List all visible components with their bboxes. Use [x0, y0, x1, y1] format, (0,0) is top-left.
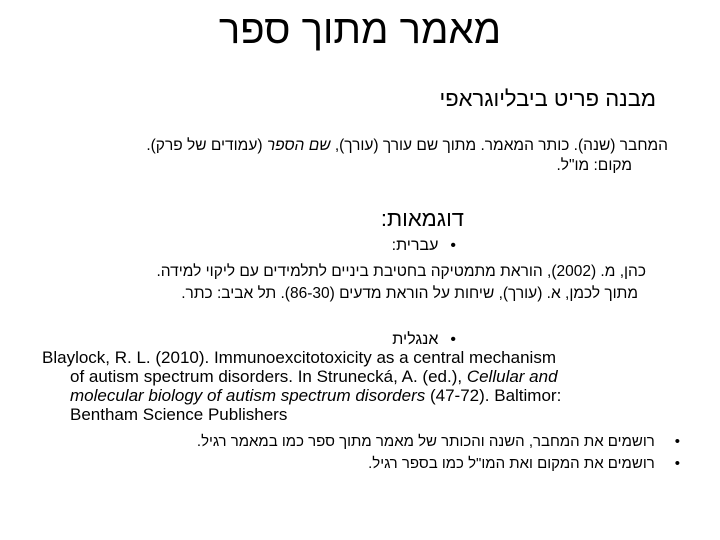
english-reference-line: Blaylock, R. L. (2010). Immunoexcitotoxicity as a central mechanism [42, 348, 556, 367]
english-reference-line: Bentham Science Publishers [70, 405, 288, 424]
english-example-label [392, 330, 456, 349]
examples-heading: דוגמאות: [380, 206, 464, 231]
bullet-icon: • [674, 455, 680, 472]
bullet-icon: • [674, 433, 680, 450]
english-label-text: אנגלית [392, 331, 439, 348]
note-item [197, 433, 680, 451]
hebrew-label-text: עברית: [391, 237, 439, 254]
structure-pages-text: (עמודים של פרק). [146, 137, 267, 154]
note-text: רושמים את המקום ואת המו"ל כמו בספר רגיל. [368, 455, 655, 472]
structure-plain-text: המחבר (שנה). כותר המאמר. מתוך שם עורך (עורך), [330, 137, 668, 154]
english-book-title: molecular biology of autism spectrum disorders [70, 386, 426, 405]
english-reference-line [42, 386, 672, 405]
hebrew-reference-line: כהן, מ. (2002), הוראת מתמטיקה בחטיבת ביניים לתלמידים עם ליקוי למידה. [156, 263, 646, 280]
slide-title: מאמר מתוך ספר [218, 8, 502, 52]
english-reference-text: (47-72). Baltimor: [425, 386, 562, 405]
english-reference-text: of autism spectrum disorders. In Strunecká, A. (ed.), [70, 367, 467, 386]
hebrew-example-label [392, 236, 456, 255]
citation-structure-line [146, 137, 668, 155]
structure-heading: מבנה פריט ביבליוגראפי [439, 86, 656, 111]
hebrew-reference-line: מתוך לכמן, א. (עורך), שיחות על הוראת מדעים (86-30). תל אביב: כתר. [181, 285, 638, 302]
english-reference-line [42, 367, 672, 386]
english-reference [42, 348, 672, 424]
bullet-icon: • [450, 331, 456, 348]
citation-structure-place-line: מקום: מו"ל. [556, 157, 632, 174]
english-book-title: Cellular and [466, 367, 558, 386]
structure-book-title-placeholder: שם הספר [266, 137, 331, 154]
note-item [368, 455, 680, 473]
bullet-icon: • [450, 237, 456, 254]
note-text: רושמים את המחבר, השנה והכותר של מאמר מתוך ספר כמו במאמר רגיל. [196, 433, 655, 450]
